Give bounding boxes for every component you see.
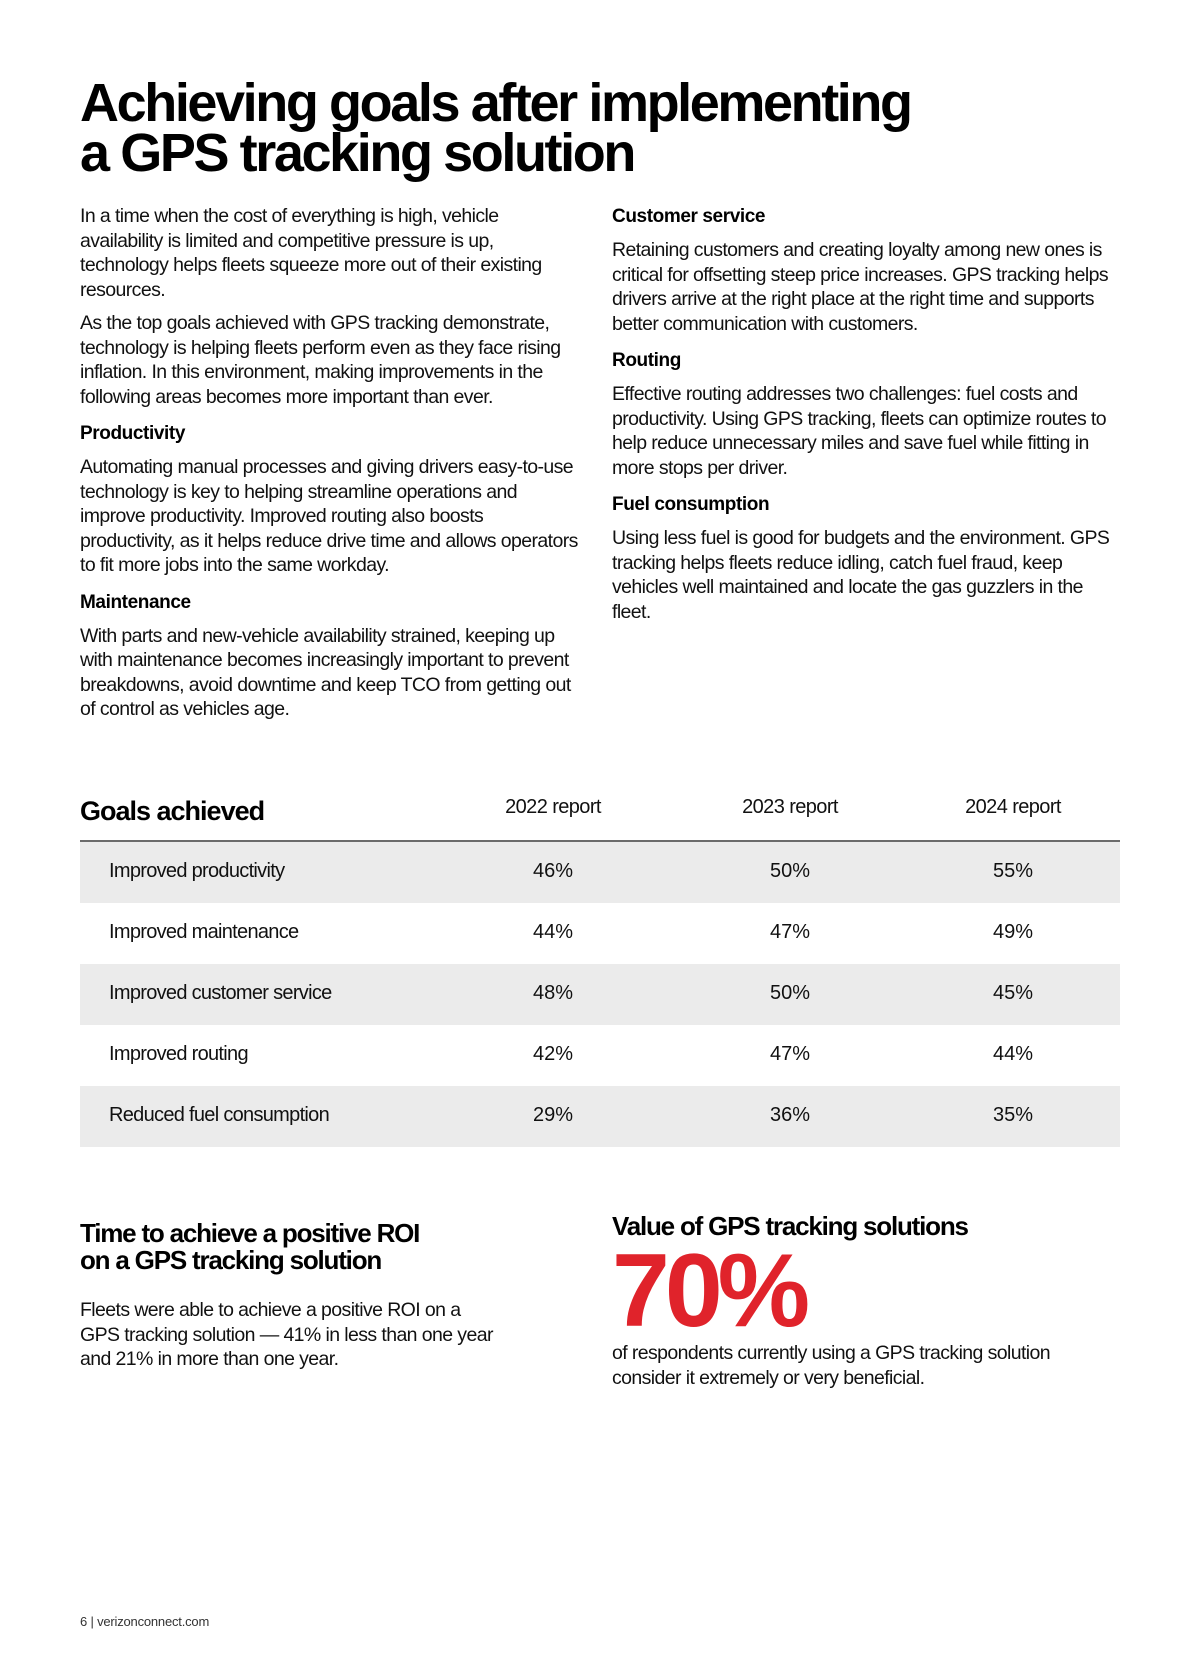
routing-text: Effective routing addresses two challenges: fuel costs and productivity. Using GPS tracking, fleets can optimize routes to help reduce unnecessary miles and save fuel while fitting in more stops per driver. (612, 383, 1106, 479)
table-row (80, 1025, 1120, 1086)
row-label: Improved maintenance (109, 921, 299, 943)
column-header-2024: 2024 report (965, 796, 1061, 818)
row-label: Improved productivity (109, 860, 285, 882)
roi-heading-line-1: Time to achieve a positive ROI (80, 1218, 420, 1248)
cell-2023: 50% (769, 982, 811, 1004)
cell-2022: 48% (532, 982, 574, 1004)
productivity-heading: Productivity (80, 423, 185, 444)
fuel-consumption-heading: Fuel consumption (612, 494, 770, 515)
cell-2024: 44% (992, 1043, 1034, 1065)
column-header-2022: 2022 report (505, 796, 601, 818)
page-title (80, 73, 1080, 183)
value-section (612, 1211, 1112, 1390)
cell-2024: 45% (992, 982, 1034, 1004)
roi-text: Fleets were able to achieve a positive ROI on a GPS tracking solution — 41% in less than one year and 21% in more than one year. (80, 1299, 493, 1370)
value-text: of respondents currently using a GPS tracking solution consider it extremely or very beneficial. (612, 1342, 1051, 1389)
right-column (612, 205, 1122, 633)
cell-2023: 47% (769, 921, 811, 943)
cell-2022: 46% (532, 860, 574, 882)
roi-heading-line-2: on a GPS tracking solution (80, 1245, 382, 1275)
footer (80, 1614, 209, 1629)
cell-2024: 35% (992, 1104, 1034, 1126)
intro-paragraph-2: As the top goals achieved with GPS tracking demonstrate, technology is helping fleets perform even as they face rising inflation. In this environment, making improvements in the following areas becomes more important than ever. (80, 312, 561, 408)
cell-2023: 47% (769, 1043, 811, 1065)
value-stat: 70% (612, 1233, 806, 1349)
routing-heading: Routing (612, 350, 681, 371)
cell-2024: 49% (992, 921, 1034, 943)
cell-2022: 44% (532, 921, 574, 943)
productivity-text: Automating manual processes and giving drivers easy-to-use technology is key to helping streamline operations and improve productivity. Improved routing also boosts productivity, as it helps reduce drive time and allows operators to fit more jobs into the same workday. (80, 456, 578, 576)
table-row (80, 903, 1120, 964)
table-row (80, 842, 1120, 903)
left-column (80, 204, 580, 731)
footer-site-link[interactable]: verizonconnect.com (97, 1614, 210, 1629)
roi-section (80, 1220, 500, 1372)
roi-heading (80, 1220, 500, 1274)
cell-2022: 42% (532, 1043, 574, 1065)
table-title: Goals achieved (80, 796, 265, 826)
row-label: Reduced fuel consumption (109, 1104, 330, 1126)
maintenance-heading: Maintenance (80, 591, 191, 613)
footer-separator: | (90, 1614, 94, 1629)
table-row (80, 1086, 1120, 1147)
value-heading: Value of GPS tracking solutions (612, 1211, 968, 1241)
table-header (80, 782, 1120, 842)
page-number: 6 (80, 1614, 88, 1629)
fuel-consumption-text: Using less fuel is good for budgets and the environment. GPS tracking helps fleets reduce idling, catch fuel fraud, keep vehicles well maintained and locate the gas guzzlers in the fleet. (612, 527, 1110, 623)
page-title-line-1: Achieving goals after implementing (80, 73, 911, 133)
page-title-line-2: a GPS tracking solution (80, 123, 634, 183)
maintenance-text: With parts and new-vehicle availability strained, keeping up with maintenance becomes increasingly important to prevent breakdowns, avoid downtime and keep TCO from getting out of control as vehicles age. (80, 624, 571, 720)
cell-2024: 55% (992, 860, 1034, 882)
cell-2023: 50% (769, 860, 811, 882)
row-label: Improved customer service (109, 982, 332, 1004)
customer-service-heading: Customer service (612, 206, 766, 227)
cell-2023: 36% (769, 1104, 811, 1126)
table-row (80, 964, 1120, 1025)
goals-achieved-table (80, 782, 1120, 1147)
intro-paragraph-1: In a time when the cost of everything is high, vehicle availability is limited and competitive pressure is up, technology helps fleets squeeze more out of their existing resources. (80, 205, 542, 301)
cell-2022: 29% (532, 1104, 574, 1126)
row-label: Improved routing (109, 1043, 248, 1065)
column-header-2023: 2023 report (742, 796, 838, 818)
customer-service-text: Retaining customers and creating loyalty among new ones is critical for offsetting steep price increases. GPS tracking helps drivers arrive at the right place at the right time and supports better communication with customers. (612, 239, 1109, 335)
